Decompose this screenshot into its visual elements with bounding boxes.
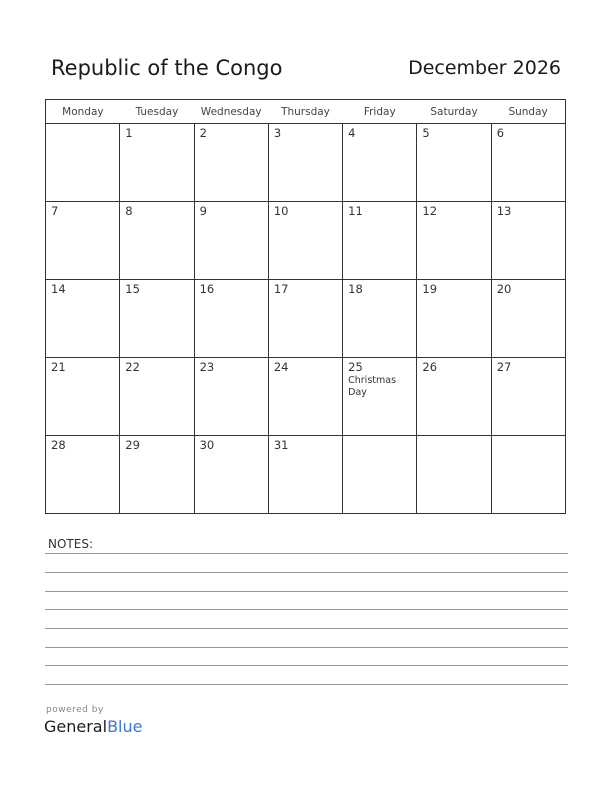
calendar-grid xyxy=(45,99,566,514)
day-cell xyxy=(120,202,194,280)
day-cell xyxy=(194,358,268,436)
generalblue-logo xyxy=(44,717,142,736)
notes-line xyxy=(45,591,568,592)
day-number: 29 xyxy=(125,438,140,452)
week-row xyxy=(46,358,566,436)
day-number: 28 xyxy=(51,438,66,452)
day-number: 25 xyxy=(348,360,363,374)
day-cell xyxy=(491,358,565,436)
notes-line xyxy=(45,647,568,648)
day-cell xyxy=(417,202,491,280)
day-number: 22 xyxy=(125,360,140,374)
weekday-header: Sunday xyxy=(491,100,565,124)
holiday-label: Christmas Day xyxy=(348,375,397,398)
day-cell xyxy=(46,280,120,358)
day-number: 4 xyxy=(348,126,356,140)
day-number: 6 xyxy=(496,126,505,140)
day-cell xyxy=(268,358,342,436)
week-row xyxy=(46,436,566,514)
day-cell xyxy=(120,124,194,202)
day-number: 24 xyxy=(273,360,289,374)
week-row xyxy=(46,124,566,202)
day-cell xyxy=(194,202,268,280)
weekday-header: Monday xyxy=(46,100,120,124)
day-cell xyxy=(417,436,491,514)
day-number: 13 xyxy=(496,204,512,218)
brand-blue-text: Blue xyxy=(107,717,143,736)
notes-line xyxy=(45,609,568,610)
day-cell xyxy=(268,124,342,202)
day-cell xyxy=(491,280,565,358)
notes-line xyxy=(45,572,568,573)
day-cell xyxy=(46,202,120,280)
weekday-header: Tuesday xyxy=(120,100,194,124)
day-cell xyxy=(268,202,342,280)
day-cell xyxy=(268,280,342,358)
day-cell xyxy=(120,436,194,514)
day-cell xyxy=(343,124,417,202)
day-cell xyxy=(268,436,342,514)
day-cell xyxy=(491,436,565,514)
day-number: 7 xyxy=(51,204,59,218)
day-number: 8 xyxy=(125,204,133,218)
day-cell xyxy=(194,124,268,202)
day-cell xyxy=(46,358,120,436)
day-number: 11 xyxy=(348,204,363,218)
day-cell xyxy=(417,280,491,358)
weekday-header-row xyxy=(46,100,566,124)
notes-line xyxy=(45,553,568,554)
day-cell xyxy=(343,280,417,358)
day-cell xyxy=(491,202,565,280)
day-number: 20 xyxy=(496,282,512,296)
day-number: 9 xyxy=(199,204,207,218)
month-title: December 2026 xyxy=(408,57,561,79)
notes-line xyxy=(45,628,568,629)
day-cell-holiday xyxy=(343,358,417,436)
day-cell xyxy=(194,280,268,358)
day-cell xyxy=(46,436,120,514)
day-cell xyxy=(46,124,120,202)
day-cell xyxy=(120,280,194,358)
day-cell xyxy=(343,436,417,514)
weekday-header: Saturday xyxy=(417,100,491,124)
weekday-header: Wednesday xyxy=(194,100,268,124)
weekday-header: Thursday xyxy=(268,100,342,124)
notes-label: NOTES: xyxy=(48,537,93,551)
brand-general-text: General xyxy=(44,717,108,736)
powered-by-text: powered by xyxy=(46,705,104,715)
day-number: 31 xyxy=(273,438,289,452)
day-cell xyxy=(120,358,194,436)
day-number: 12 xyxy=(422,204,438,218)
notes-line xyxy=(45,684,568,685)
day-number: 5 xyxy=(422,126,430,140)
day-number: 3 xyxy=(273,126,282,140)
day-number: 27 xyxy=(496,360,512,374)
day-cell xyxy=(343,202,417,280)
week-row xyxy=(46,202,566,280)
day-cell xyxy=(491,124,565,202)
day-number: 15 xyxy=(125,282,140,296)
weekday-header: Friday xyxy=(343,100,417,124)
day-number: 21 xyxy=(51,360,66,374)
day-number: 18 xyxy=(348,282,363,296)
day-cell xyxy=(417,124,491,202)
day-number: 23 xyxy=(199,360,215,374)
day-cell xyxy=(417,358,491,436)
notes-line xyxy=(45,665,568,666)
day-number: 14 xyxy=(51,282,66,296)
day-number: 2 xyxy=(199,126,207,140)
day-number: 30 xyxy=(199,438,215,452)
day-number: 17 xyxy=(273,282,289,296)
day-number: 19 xyxy=(422,282,438,296)
week-row xyxy=(46,280,566,358)
day-number: 10 xyxy=(273,204,289,218)
day-number: 16 xyxy=(199,282,215,296)
day-number: 1 xyxy=(125,126,133,140)
day-cell xyxy=(194,436,268,514)
country-title: Republic of the Congo xyxy=(51,56,283,80)
day-number: 26 xyxy=(422,360,438,374)
